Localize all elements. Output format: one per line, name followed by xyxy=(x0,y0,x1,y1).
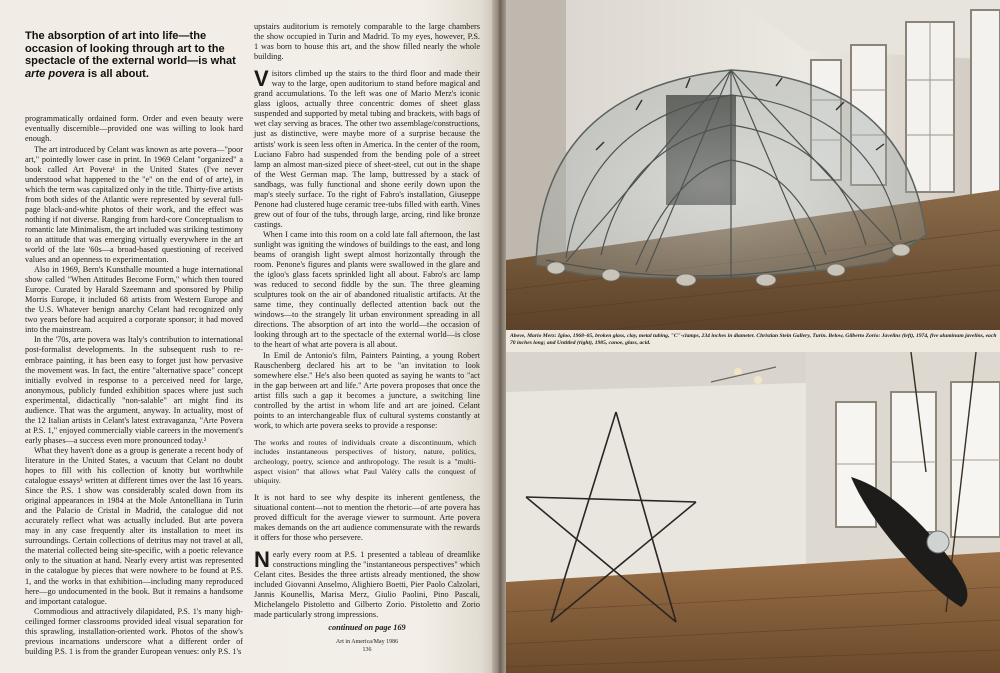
folio-line: Art in America/May 1986 xyxy=(335,639,399,645)
paragraph: In Emil de Antonio's film, Painters Painting, a young Robert Rauschenberg declared his art to be "an invitation to look somewhere else." He's also been quoted as saying he wants to "act in the gap between art and life." Arte povera proposes that once the artist fills such a gap it becomes a juncture, a switching line controlled by the artist in whom life and art are joined. Celant points to an interchangeable flux of cultural systems constantly at work, to which arte povera seeks to provide a response: xyxy=(254,350,480,430)
drop-cap: V xyxy=(254,66,269,92)
paragraph: Commodious and attractively dilapidated, P.S. 1's many high-ceilinged former classrooms provided ideal visual separation for this sprawling, installation-oriented work. Photos of the show's previous incarnations underscore what a different order of building P.S. 1 is from the grander European venues: only P.S. 1's xyxy=(25,606,243,656)
page-footer xyxy=(254,638,480,654)
paragraph-dropcap: Visitors climbed up the stairs to the third floor and made their way to the large, open auditorium to stand before magical and grand accumulations. To the left was one of Mario Merz's iconic glass igloos, actually three concentric domes of sheet glass suspended and supported by metal tubing and brackets, with bags of wet clay serving as braces. The other two assemblage/constructions, just as distinctive, were maybe more of a surprise because the artists' work is seen less often in America. In the center of the room, Luciano Fabro had suspended from the bending pole of a street lamp an almost man-sized piece of sheet-steel, cut out in the shape of the West German map. The lamp, buttressed by a stack of sandbags, was fully functional and shone eerily down upon the map's steely surface. To the right of Fabro's installation, Giuseppe Penone had clustered huge ceramic tree-tubs filled with earth. Vines grew out of four of the tubs, through large, arcing, rind like bronze castings. xyxy=(254,66,480,229)
paragraph: The art introduced by Celant was known as arte povera—"poor art," pointedly lower case in print. In 1969 Celant "organized" a book called Art Povera¹ in the United States (I've never understood what happened to the "e" on the end of of arte), in which the term was capitalized only in the title. Thirty-five artists from both sides of the Atlantic were represented by several full-page black-and-white photos of their work, and the effect was nothing if not diverse. Ranging from hard-core Conceptualism to romantic late Minimalism, the art included was striking testimony to an attitude that was emerging virtually everywhere in the art world of the late '60s—a broad-based questioning of received values and an openness to experimentation. xyxy=(25,144,243,265)
binding-gutter xyxy=(492,0,506,673)
left-page xyxy=(0,0,496,673)
paragraph: What they haven't done as a group is generate a recent body of literature in the United States, a vacuum that Celant no doubt hopes to fill with his collection of knotty but worthwhile catalogue essays³ written at different times over the last 16 years. Since the P.S. 1 show was considerably scaled down from its original appearances in 1984 at the Mole Antonelliana in Turin and the Palacio de Cristal in Madrid, the catalogue did not accurately reflect what was actually included. But arte povera may in any case frequently alter its installation to meet its surroundings. Certain collections of detritus may not travel at all, the material collected being site-specific, with a poetic relevance only to the situation at hand. Nearly every artist was represented in the catalogue by pieces that were nowhere to be found at P.S. 1, and the works in that exhibition—including many reproduced here—go undocumented in the book. But it remains a handsome and important catalogue. xyxy=(25,445,243,606)
pull-quote-emphasis: arte povera xyxy=(25,67,85,80)
drop-cap: N xyxy=(254,547,270,573)
pull-quote: The absorption of art into life—the occasion of looking through art to the spectacle of the external world—is what arte povera is all about. xyxy=(25,30,236,80)
paragraph: Also in 1969, Bern's Kunsthalle mounted a huge international show called "When Attitudes Become Form," which then toured Europe. Curated by Harald Szeemann and sponsored by Philip Morris Europe, it included 68 artists from Western Europe and the U.S. Whatever benign anarchy Celant had recognized only two years before had acquired a corporate sponsor; it had moved into the mainstream. xyxy=(25,265,243,335)
paragraph: programmatically ordained form. Order and even beauty were eventually discernible—provided one was willing to look hard enough. xyxy=(25,114,243,144)
paragraph-dropcap: Nearly every room at P.S. 1 presented a tableau of dreamlike constructions mingling the "instantaneous perspectives" which Celant cites. Besides the three artists already mentioned, the show included Giovanni Anselmo, Alighiero Boetti, Pier Paolo Calzolari, Jannis Kounellis, Marisa Merz, Giulio Paolini, Pino Pascali, Michelangelo Pistoletto and Gilberto Zorio. Pistoletto and Zorio made particularly strong impressions. xyxy=(254,547,480,620)
photo-caption: Above, Mario Merz: Igloo, 1968–85, broken glass, clay, metal tubing, "C"-clamps, 234 inches in diameter. Christian Stein Gallery, Turin. Below, Gilberto Zorio: Javelins (left), 1974, five aluminum javelins, each 70 inches long; and Untitled (right), 1985, canoe, glass, acid. xyxy=(510,333,997,347)
paragraph: When I came into this room on a cold late fall afternoon, the last sunlight was igniting the windows of buildings to the east, and long beams of orangish light swept almost horizontally through the room. Penone's figures and plants were swallowed in the glare and the igloo's glass facets sprinkled light all about. Fabro's arc lamp was reduced to second fiddle by the sun. The three gleaming sculptures took on the air of abandoned ritualistic artifacts. At the same time, they continually deflected attention back out the windows—to the strangely lit urban environment spreading in all directions. The absorption of art into the world—the occasion of looking through art to the spectacle of the external world—is close to the heart of what arte povera is all about. xyxy=(254,229,480,350)
page-number: 136 xyxy=(362,647,372,653)
continued-line: continued on page 169 xyxy=(328,623,406,633)
paragraph: upstairs auditorium is remotely comparable to the large chambers the show occupied in Turin and Madrid. To my eyes, however, P.S. 1 was born to house this art, and the show filled nearly the whole building. xyxy=(254,22,480,62)
right-page xyxy=(506,0,1000,673)
paragraph: In the '70s, arte povera was Italy's contribution to international post-formalist developments. In the subsequent rush to re-embrace painting, it has been easy to forget just how pervasive the movement was. In fact, the entire "alternative space" concept initially evolved in response to a perceived need for large, anonymous, publicly funded exhibition spaces where just such experimental, didactically "non-salable" art might find its audience. That was the argument, anyway. In actuality, most of the 12 Italian artists in Celant's latest extravaganza, "Arte Povera at P.S. 1," enjoyed commercially viable careers in the movement's early phases—a success even more pronounced today.² xyxy=(25,335,243,445)
photo-javelins-canoe xyxy=(506,352,1000,673)
text-column-left xyxy=(25,30,243,657)
photo-igloo xyxy=(506,0,1000,330)
paragraph: It is not hard to see why despite its inherent gentleness, the situational content—not to mention the rhetoric—of arte povera has proved difficult for the average viewer to surmount. Arte povera makes demands on the art audience commensurate with the rewards it offers for those who persevere. xyxy=(254,492,480,543)
block-quote: The works and routes of individuals create a discontinuum, which includes instantaneous perspectives of history, nature, politics, archeology, poetry, science and anthropology. The result is a "multi-aspect vision" that allows what Paul Valéry calls the conquest of ubiquity. xyxy=(254,437,476,486)
text-column-right xyxy=(254,22,480,633)
